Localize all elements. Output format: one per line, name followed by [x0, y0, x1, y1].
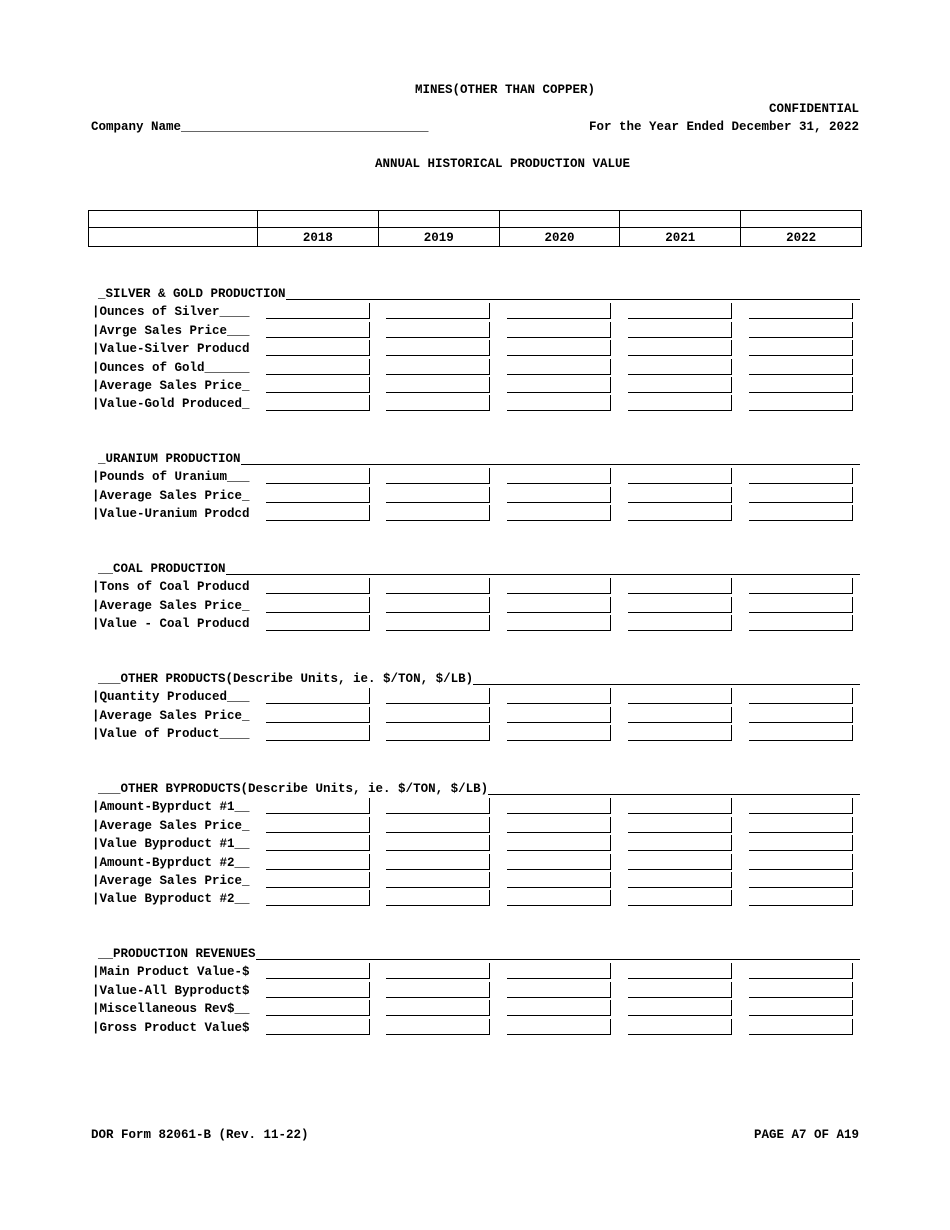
value-field-2020[interactable]: [507, 872, 611, 888]
value-field-2020[interactable]: [507, 982, 611, 998]
value-field-2020[interactable]: [507, 395, 611, 411]
section-title: ___OTHER BYPRODUCTS(Describe Units, ie. $/TON, $/LB): [98, 782, 489, 796]
value-field-2018[interactable]: [266, 1019, 370, 1035]
row-label: |Value-Uranium Prodcd: [92, 507, 250, 522]
value-field-2019[interactable]: [386, 377, 490, 393]
value-field-2021[interactable]: [628, 725, 732, 741]
value-field-2022[interactable]: [749, 615, 853, 631]
value-field-2021[interactable]: [628, 854, 732, 870]
value-field-2022[interactable]: [749, 340, 853, 356]
value-field-2019[interactable]: [386, 1000, 490, 1016]
value-field-2021[interactable]: [628, 872, 732, 888]
value-field-2018[interactable]: [266, 872, 370, 888]
row-label: |Ounces of Silver____: [92, 305, 250, 320]
value-field-2018[interactable]: [266, 303, 370, 319]
value-field-2022[interactable]: [749, 1000, 853, 1016]
value-field-2022[interactable]: [749, 303, 853, 319]
section-heading: [92, 945, 862, 963]
value-field-2021[interactable]: [628, 817, 732, 833]
value-field-2020[interactable]: [507, 597, 611, 613]
year-2020: 2020: [499, 228, 620, 247]
value-field-2021[interactable]: [628, 835, 732, 851]
value-field-2019[interactable]: [386, 487, 490, 503]
value-field-2021[interactable]: [628, 615, 732, 631]
row-label: |Value-Silver Producd: [92, 342, 250, 357]
value-field-2020[interactable]: [507, 1000, 611, 1016]
row-label: |Average Sales Price_: [92, 378, 250, 393]
value-field-2018[interactable]: [266, 578, 370, 594]
value-field-2022[interactable]: [749, 707, 853, 723]
value-field-2019[interactable]: [386, 835, 490, 851]
value-field-2022[interactable]: [749, 487, 853, 503]
value-field-2019[interactable]: [386, 982, 490, 998]
section-6: [92, 945, 862, 1037]
value-field-2020[interactable]: [507, 615, 611, 631]
row-label: |Amount-Byprduct #2__: [92, 855, 250, 870]
section-title: _SILVER & GOLD PRODUCTION: [98, 287, 286, 301]
value-field-2022[interactable]: [749, 963, 853, 979]
form-row: [92, 322, 862, 340]
value-field-2019[interactable]: [386, 854, 490, 870]
row-label: |Tons of Coal Producd: [92, 580, 250, 595]
value-field-2019[interactable]: [386, 359, 490, 375]
value-field-2019[interactable]: [386, 872, 490, 888]
value-field-2021[interactable]: [628, 487, 732, 503]
value-field-2022[interactable]: [749, 597, 853, 613]
value-field-2022[interactable]: [749, 872, 853, 888]
year-ended-label: For the Year Ended December 31, 2022: [588, 120, 859, 134]
row-label: |Miscellaneous Rev$__: [92, 1002, 250, 1017]
form-row: [92, 835, 862, 853]
value-field-2018[interactable]: [266, 395, 370, 411]
form-row: [92, 487, 862, 505]
confidential-label: CONFIDENTIAL: [768, 102, 859, 116]
value-field-2022[interactable]: [749, 688, 853, 704]
value-field-2020[interactable]: [507, 707, 611, 723]
value-field-2022[interactable]: [749, 359, 853, 375]
value-field-2019[interactable]: [386, 395, 490, 411]
section-heading: [92, 780, 862, 798]
section-3: [92, 560, 862, 634]
section-title: __COAL PRODUCTION: [98, 562, 226, 576]
value-field-2021[interactable]: [628, 359, 732, 375]
value-field-2019[interactable]: [386, 303, 490, 319]
value-field-2019[interactable]: [386, 615, 490, 631]
value-field-2022[interactable]: [749, 578, 853, 594]
value-field-2021[interactable]: [628, 1000, 732, 1016]
value-field-2021[interactable]: [628, 340, 732, 356]
value-field-2022[interactable]: [749, 854, 853, 870]
value-field-2022[interactable]: [749, 817, 853, 833]
form-row: [92, 725, 862, 743]
row-label: |Avrge Sales Price___: [92, 323, 250, 338]
company-name-label: Company Name: [91, 120, 182, 134]
year-2022: 2022: [741, 228, 862, 247]
value-field-2020[interactable]: [507, 963, 611, 979]
form-title: MINES(OTHER THAN COPPER): [414, 83, 596, 97]
form-subtitle: ANNUAL HISTORICAL PRODUCTION VALUE: [374, 157, 631, 171]
form-row: [92, 854, 862, 872]
value-field-2021[interactable]: [628, 322, 732, 338]
form-row: [92, 395, 862, 413]
value-field-2020[interactable]: [507, 890, 611, 906]
section-4: [92, 670, 862, 744]
form-row: [92, 359, 862, 377]
section-5: [92, 780, 862, 909]
value-field-2022[interactable]: [749, 505, 853, 521]
value-field-2018[interactable]: [266, 468, 370, 484]
section-heading-line: [241, 450, 860, 465]
value-field-2020[interactable]: [507, 835, 611, 851]
row-label: |Value Byproduct #2__: [92, 892, 250, 907]
value-field-2019[interactable]: [386, 340, 490, 356]
value-field-2022[interactable]: [749, 835, 853, 851]
value-field-2021[interactable]: [628, 707, 732, 723]
value-field-2020[interactable]: [507, 725, 611, 741]
value-field-2022[interactable]: [749, 890, 853, 906]
section-title: __PRODUCTION REVENUES: [98, 947, 256, 961]
value-field-2019[interactable]: [386, 505, 490, 521]
form-row: [92, 1000, 862, 1018]
form-row: [92, 505, 862, 523]
section-heading-line: [488, 780, 860, 795]
form-row: [92, 615, 862, 633]
form-row: [92, 377, 862, 395]
row-label: |Average Sales Price_: [92, 488, 250, 503]
value-field-2022[interactable]: [749, 798, 853, 814]
value-field-2018[interactable]: [266, 798, 370, 814]
form-row: [92, 1019, 862, 1037]
value-field-2020[interactable]: [507, 377, 611, 393]
row-label: |Value of Product____: [92, 727, 250, 742]
value-field-2018[interactable]: [266, 854, 370, 870]
value-field-2018[interactable]: [266, 982, 370, 998]
form-row: [92, 597, 862, 615]
value-field-2021[interactable]: [628, 982, 732, 998]
row-label: |Average Sales Price_: [92, 873, 250, 888]
value-field-2019[interactable]: [386, 798, 490, 814]
value-field-2018[interactable]: [266, 707, 370, 723]
value-field-2018[interactable]: [266, 835, 370, 851]
row-label: |Value - Coal Producd: [92, 617, 250, 632]
row-label: |Value Byproduct #1__: [92, 837, 250, 852]
value-field-2018[interactable]: [266, 817, 370, 833]
value-field-2019[interactable]: [386, 688, 490, 704]
form-row: [92, 817, 862, 835]
value-field-2018[interactable]: [266, 505, 370, 521]
section-heading: [92, 560, 862, 578]
form-number: DOR Form 82061-B (Rev. 11-22): [91, 1128, 309, 1142]
form-row: [92, 468, 862, 486]
value-field-2018[interactable]: [266, 359, 370, 375]
form-row: [92, 707, 862, 725]
form-row: [92, 688, 862, 706]
value-field-2021[interactable]: [628, 505, 732, 521]
row-label: |Average Sales Price_: [92, 598, 250, 613]
value-field-2018[interactable]: [266, 597, 370, 613]
page-number: PAGE A7 OF A19: [753, 1128, 859, 1142]
value-field-2022[interactable]: [749, 982, 853, 998]
section-title: ___OTHER PRODUCTS(Describe Units, ie. $/TON, $/LB): [98, 672, 474, 686]
form-row: [92, 872, 862, 890]
value-field-2022[interactable]: [749, 395, 853, 411]
value-field-2020[interactable]: [507, 359, 611, 375]
value-field-2018[interactable]: [266, 322, 370, 338]
value-field-2019[interactable]: [386, 1019, 490, 1035]
value-field-2020[interactable]: [507, 688, 611, 704]
section-title: _URANIUM PRODUCTION: [98, 452, 241, 466]
row-label: |Gross Product Value$: [92, 1020, 250, 1035]
value-field-2021[interactable]: [628, 578, 732, 594]
form-row: [92, 982, 862, 1000]
value-field-2019[interactable]: [386, 963, 490, 979]
value-field-2020[interactable]: [507, 340, 611, 356]
value-field-2020[interactable]: [507, 854, 611, 870]
value-field-2019[interactable]: [386, 707, 490, 723]
value-field-2021[interactable]: [628, 1019, 732, 1035]
company-name-field[interactable]: Company Name_________________________________: [91, 120, 429, 134]
value-field-2020[interactable]: [507, 468, 611, 484]
value-field-2022[interactable]: [749, 1019, 853, 1035]
value-field-2019[interactable]: [386, 890, 490, 906]
value-field-2022[interactable]: [749, 468, 853, 484]
value-field-2018[interactable]: [266, 890, 370, 906]
row-label: |Ounces of Gold______: [92, 360, 250, 375]
value-field-2020[interactable]: [507, 322, 611, 338]
section-heading-line: [473, 670, 860, 685]
value-field-2020[interactable]: [507, 1019, 611, 1035]
value-field-2018[interactable]: [266, 688, 370, 704]
row-label: |Amount-Byprduct #1__: [92, 800, 250, 815]
value-field-2019[interactable]: [386, 597, 490, 613]
value-field-2021[interactable]: [628, 303, 732, 319]
value-field-2021[interactable]: [628, 798, 732, 814]
form-row: [92, 340, 862, 358]
value-field-2022[interactable]: [749, 377, 853, 393]
value-field-2020[interactable]: [507, 817, 611, 833]
value-field-2018[interactable]: [266, 725, 370, 741]
form-row: [92, 578, 862, 596]
value-field-2021[interactable]: [628, 377, 732, 393]
section-2: [92, 450, 862, 524]
form-row: [92, 798, 862, 816]
value-field-2020[interactable]: [507, 303, 611, 319]
row-label: |Value-All Byproduct$: [92, 983, 250, 998]
value-field-2019[interactable]: [386, 468, 490, 484]
section-1: [92, 285, 862, 414]
section-heading: [92, 285, 862, 303]
value-field-2018[interactable]: [266, 1000, 370, 1016]
row-label: |Main Product Value-$: [92, 965, 250, 980]
value-field-2022[interactable]: [749, 322, 853, 338]
row-label: |Pounds of Uranium___: [92, 470, 250, 485]
section-heading: [92, 450, 862, 468]
value-field-2020[interactable]: [507, 505, 611, 521]
year-2019: 2019: [378, 228, 499, 247]
value-field-2019[interactable]: [386, 725, 490, 741]
year-header-table: [88, 210, 862, 247]
row-label: |Average Sales Price_: [92, 818, 250, 833]
value-field-2021[interactable]: [628, 963, 732, 979]
value-field-2019[interactable]: [386, 578, 490, 594]
value-field-2021[interactable]: [628, 688, 732, 704]
value-field-2018[interactable]: [266, 340, 370, 356]
form-row: [92, 890, 862, 908]
value-field-2019[interactable]: [386, 322, 490, 338]
value-field-2021[interactable]: [628, 890, 732, 906]
value-field-2020[interactable]: [507, 487, 611, 503]
value-field-2021[interactable]: [628, 468, 732, 484]
section-heading-line: [226, 560, 860, 575]
value-field-2018[interactable]: [266, 377, 370, 393]
row-label: |Value-Gold Produced_: [92, 397, 250, 412]
value-field-2018[interactable]: [266, 615, 370, 631]
row-label: |Average Sales Price_: [92, 708, 250, 723]
year-2018: 2018: [258, 228, 379, 247]
form-row: [92, 303, 862, 321]
value-field-2018[interactable]: [266, 487, 370, 503]
section-heading-line: [256, 945, 860, 960]
value-field-2022[interactable]: [749, 725, 853, 741]
section-heading: [92, 670, 862, 688]
value-field-2020[interactable]: [507, 798, 611, 814]
value-field-2018[interactable]: [266, 963, 370, 979]
section-heading-line: [286, 285, 860, 300]
form-row: [92, 963, 862, 981]
value-field-2019[interactable]: [386, 817, 490, 833]
value-field-2020[interactable]: [507, 578, 611, 594]
year-2021: 2021: [620, 228, 741, 247]
value-field-2021[interactable]: [628, 597, 732, 613]
row-label: |Quantity Produced___: [92, 690, 250, 705]
value-field-2021[interactable]: [628, 395, 732, 411]
